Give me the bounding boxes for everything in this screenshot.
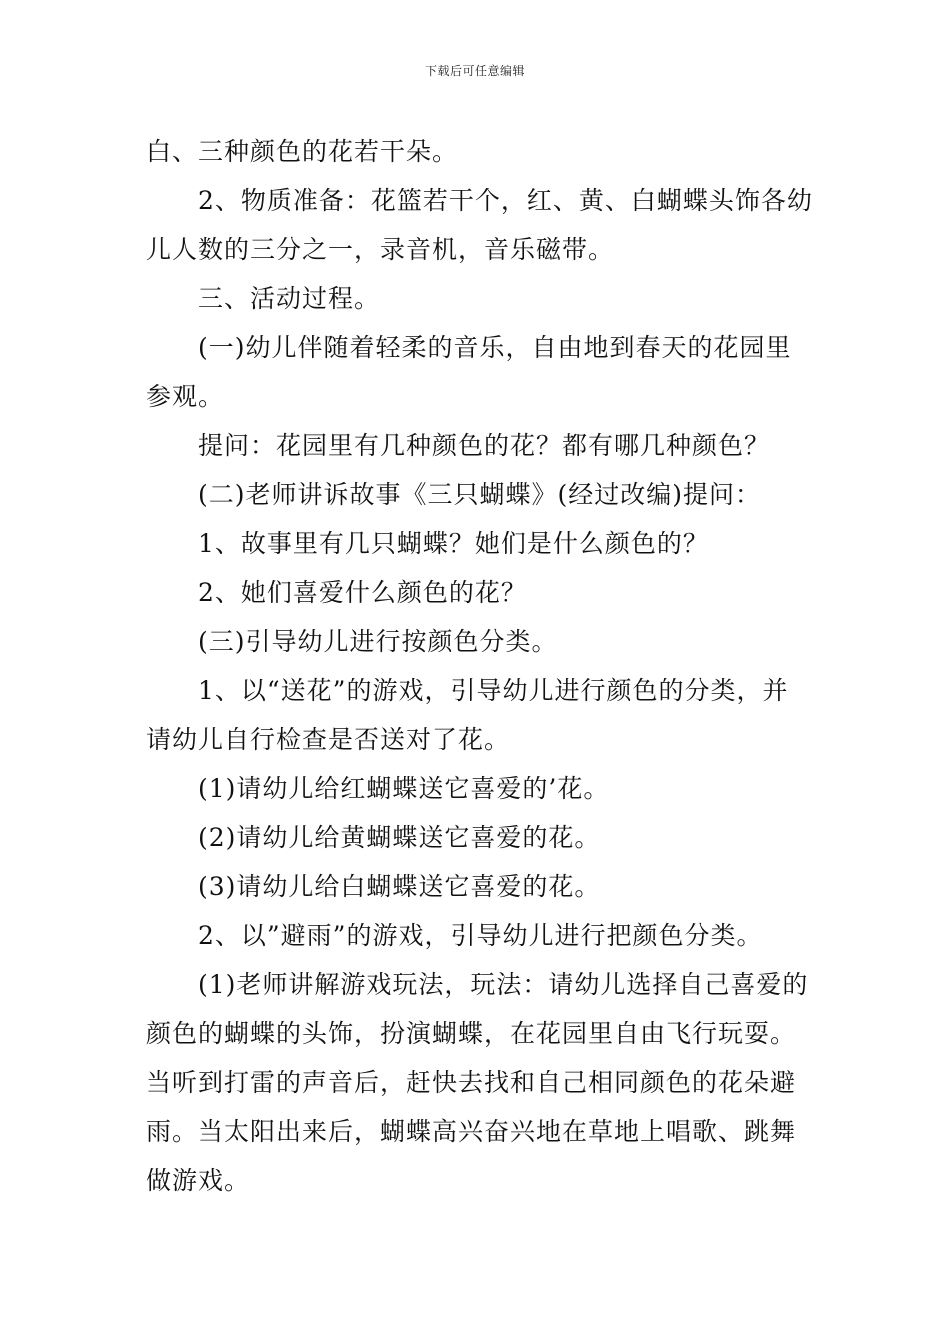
text-line: 1、故事里有几只蝴蝶？她们是什么颜色的？ — [198, 529, 709, 558]
text-line: 儿人数的三分之一，录音机，音乐磁带。 — [146, 235, 615, 264]
text-line: 白、三种颜色的花若干朵。 — [146, 137, 459, 166]
text-line: (1)老师讲解游戏玩法，玩法：请幼儿选择自己喜爱的 — [198, 970, 809, 999]
text-line: (3)请幼儿给白蝴蝶送它喜爱的花。 — [198, 872, 601, 901]
text-line: (二)老师讲诉故事《三只蝴蝶》(经过改编)提问： — [198, 480, 762, 509]
text-line: 当听到打雷的声音后，赶快去找和自己相同颜色的花朵避 — [146, 1068, 797, 1097]
text-line: 1、以“送花”的游戏，引导幼儿进行颜色的分类，并 — [198, 676, 789, 705]
text-line: 2、以”避雨”的游戏，引导幼儿进行把颜色分类。 — [198, 921, 763, 950]
text-line: 请幼儿自行检查是否送对了花。 — [146, 725, 511, 754]
document-body — [146, 127, 813, 1205]
text-line: 参观。 — [146, 382, 225, 411]
page-header: 下载后可任意编辑 — [424, 64, 525, 78]
section-heading: 三、活动过程。 — [198, 284, 381, 313]
text-line: 2、她们喜爱什么颜色的花？ — [198, 578, 527, 607]
text-line: (三)引导幼儿进行按颜色分类。 — [198, 627, 558, 656]
text-line: 提问：花园里有几种颜色的花？都有哪几种颜色？ — [198, 431, 771, 460]
text-line: (一)幼儿伴随着轻柔的音乐，自由地到春天的花园里 — [198, 333, 792, 362]
text-line: (1)请幼儿给红蝴蝶送它喜爱的’花。 — [198, 774, 610, 803]
text-line: 雨。当太阳出来后，蝴蝶高兴奋兴地在草地上唱歌、跳舞 — [146, 1117, 797, 1146]
text-line: 2、物质准备：花篮若干个，红、黄、白蝴蝶头饰各幼 — [198, 186, 813, 215]
text-line: 做游戏。 — [146, 1166, 251, 1195]
text-line: (2)请幼儿给黄蝴蝶送它喜爱的花。 — [198, 823, 601, 852]
text-line: 颜色的蝴蝶的头饰，扮演蝴蝶，在花园里自由飞行玩耍。 — [146, 1019, 797, 1048]
